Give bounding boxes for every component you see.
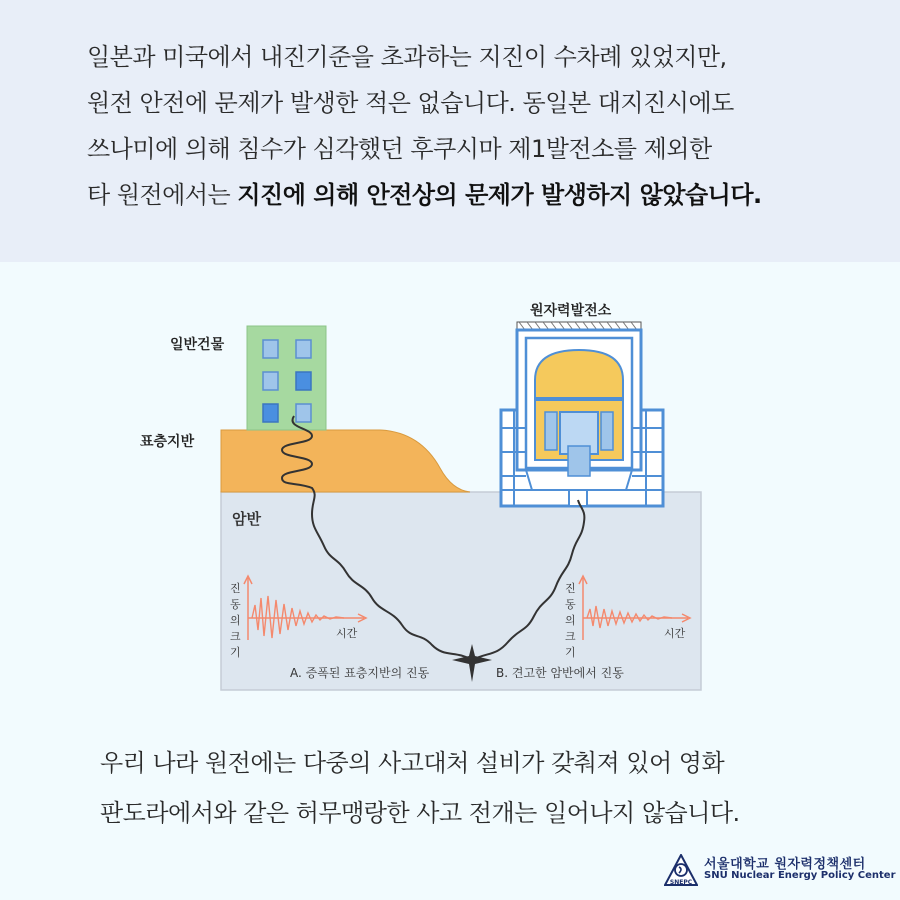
surface-soil xyxy=(221,430,470,492)
label-bedrock: 암반 xyxy=(232,510,261,528)
graph-b-ylabel-char: 동 xyxy=(565,598,576,611)
intro-line-3: 쓰나미에 의해 침수가 심각했던 후쿠시마 제1발전소를 제외한 xyxy=(87,135,712,163)
graph-a-xlabel: 시간 xyxy=(336,627,358,640)
label-surface: 표층지반 xyxy=(140,434,195,450)
label-building: 일반건물 xyxy=(170,337,225,353)
outro-paragraph xyxy=(100,738,860,838)
snepc-logo xyxy=(664,852,894,888)
intro-line-4-plain: 타 원전에서는 xyxy=(87,181,238,209)
earthquake-diagram xyxy=(0,262,900,722)
graph-b-ylabel-char: 기 xyxy=(565,646,576,659)
graph-b-ylabel-char: 진 xyxy=(565,582,576,595)
graph-a-ylabel-char: 기 xyxy=(230,646,241,659)
logo-name-en: SNU Nuclear Energy Policy Center xyxy=(704,870,896,881)
intro-line-4-bold: 지진에 의해 안전상의 문제가 발생하지 않았습니다. xyxy=(237,181,762,209)
graph-b-ylabel-char: 의 xyxy=(565,614,576,627)
snepc-emblem-icon xyxy=(664,854,698,886)
graph-a-ylabel-char: 의 xyxy=(230,614,241,627)
caption-b: B. 견고한 암반에서 진동 xyxy=(496,666,624,680)
outro-line-2: 판도라에서와 같은 허무맹랑한 사고 전개는 일어나지 않습니다. xyxy=(100,799,740,827)
caption-a: A. 증폭된 표층지반의 진동 xyxy=(290,666,430,680)
graph-b-xlabel: 시간 xyxy=(664,627,686,640)
graph-a-ylabel-char: 동 xyxy=(230,598,241,611)
snepc-mark-text: SNEPC xyxy=(669,879,693,886)
nuclear-plant xyxy=(501,322,663,506)
graph-a-ylabel xyxy=(230,581,241,659)
intro-paragraph xyxy=(87,34,877,218)
outro-line-1: 우리 나라 원전에는 다중의 사고대처 설비가 갖춰져 있어 영화 xyxy=(100,749,725,777)
graph-a-ylabel-char: 크 xyxy=(230,630,241,643)
graph-b-ylabel-char: 크 xyxy=(565,630,576,643)
graph-a-ylabel-char: 진 xyxy=(230,582,241,595)
logo-name-ko: 서울대학교 원자력정책센터 xyxy=(704,857,866,872)
label-plant: 원자력발전소 xyxy=(530,303,612,319)
intro-line-2: 원전 안전에 문제가 발생한 적은 없습니다. 동일본 대지진시에도 xyxy=(87,89,734,117)
intro-line-4 xyxy=(87,172,877,218)
ordinary-building xyxy=(247,326,326,430)
graph-b-ylabel xyxy=(565,581,576,659)
intro-line-1: 일본과 미국에서 내진기준을 초과하는 지진이 수차례 있었지만, xyxy=(87,43,727,71)
